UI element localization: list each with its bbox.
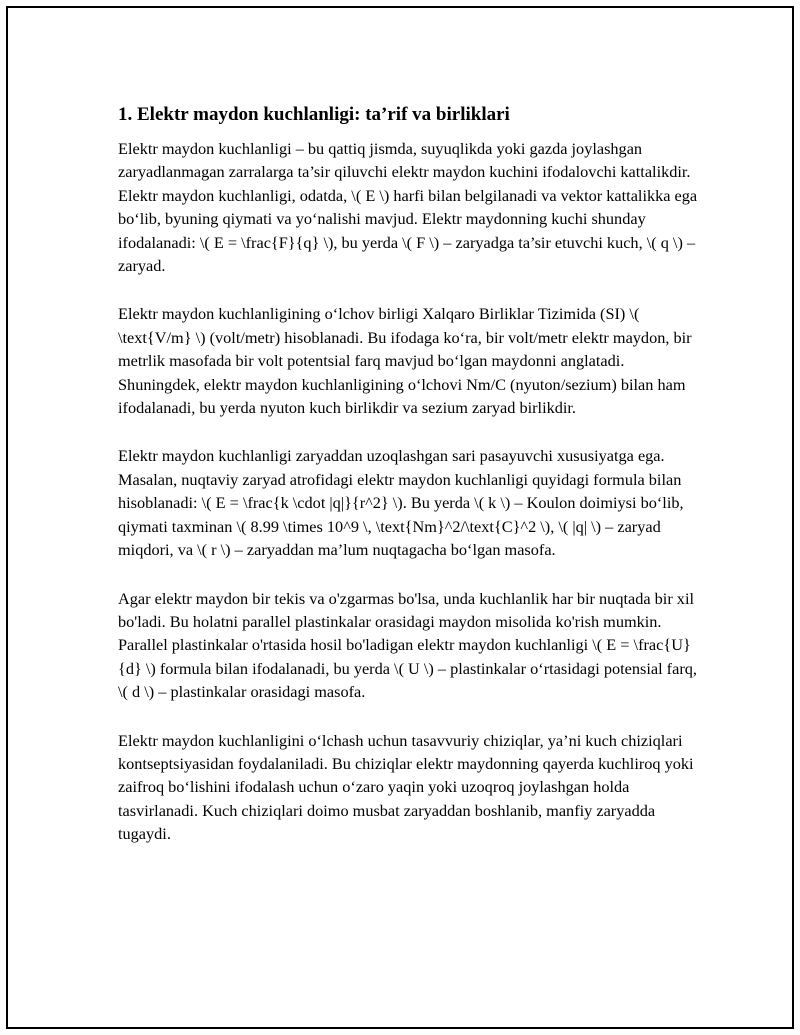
page-frame xyxy=(6,6,794,1029)
paragraph-field-lines: Elektr maydon kuchlanligini o‘lchash uchun tasavvuriy chiziqlar, ya’ni kuch chiziqlari kontseptsiyasidan foydalaniladi. Bu chiziqlar elektr maydonning qayerda kuchliroq yoki zaifroq bo‘lishini ifodalash uchun o‘zaro yaqin yoki uzoqroq joylashgan holda tasvirlanadi. Kuch chiziqlari doimo musbat zaryaddan boshlanib, manfiy zaryadda tugaydi. xyxy=(118,730,694,844)
paragraph-uniform-field: Agar elektr maydon bir tekis va o'zgarmas bo'lsa, unda kuchlanlik har bir nuqtada bir xil bo'ladi. Bu holatni parallel plastinkalar orasidagi maydon misolida ko'rish mumkin. Parallel plastinkalar o'rtasida hosil bo'ladigan elektr maydon kuchlanligi \( E = \frac{U}{d} \) formula bilan ifodalanadi, bu yerda \( U \) – plastinkalar o‘rtasidagi potensial farq, \( d \) – plastinkalar orasidagi masofa. xyxy=(118,588,697,702)
section-heading: 1. Elektr maydon kuchlanligi: ta’rif va birliklari xyxy=(118,104,510,125)
paragraph-definition: Elektr maydon kuchlanligi – bu qattiq jismda, suyuqlikda yoki gazda joylashgan zaryadlanmagan zarralarga ta’sir qiluvchi elektr maydon kuchini ifodalovchi kattalikdir. Elektr maydon kuchlanligi, odatda, \( E \) harfi bilan belgilanadi va vektor kattalikka ega bo‘lib, byuning qiymati va yo‘nalishi mavjud. Elektr maydonning kuchi shunday ifodalanadi: \( E = \frac{F}{q} \), bu yerda \( F \) – zaryadga ta’sir etuvchi kuch, \( q \) – zaryad. xyxy=(118,139,698,276)
paragraph-units: Elektr maydon kuchlanligining o‘lchov birligi Xalqaro Birliklar Tizimida (SI) \( \text{V/m} \) (volt/metr) hisoblanadi. Bu ifodaga ko‘ra, bir volt/metr elektr maydon, bir metrlik masofada bir volt potentsial farq mavjud bo‘lgan maydonni anglatadi. Shuningdek, elektr maydon kuchlanligining o‘lchovi Nm/C (nyuton/sezium) bilan ham ifodalanadi, bu yerda nyuton kuch birlikdir va sezium zaryad birlikdir. xyxy=(118,304,692,418)
document-body xyxy=(118,101,700,871)
paragraph-point-charge: Elektr maydon kuchlanligi zaryaddan uzoqlashgan sari pasayuvchi xususiyatga ega. Masalan, nuqtaviy zaryad atrofidagi elektr maydon kuchlanligi quyidagi formula bilan hisoblanadi: \( E = \frac{k \cdot |q|}{r^2} \). Bu yerda \( k \) – Koulon doimiysi bo‘lib, qiymati taxminan \( 8.99 \times 10^9 \, \text{Nm}^2/\text{C}^2 \), \( |q| \) – zaryad miqdori, va \( r \) – zaryaddan ma’lum nuqtagacha bo‘lgan masofa. xyxy=(118,446,684,560)
